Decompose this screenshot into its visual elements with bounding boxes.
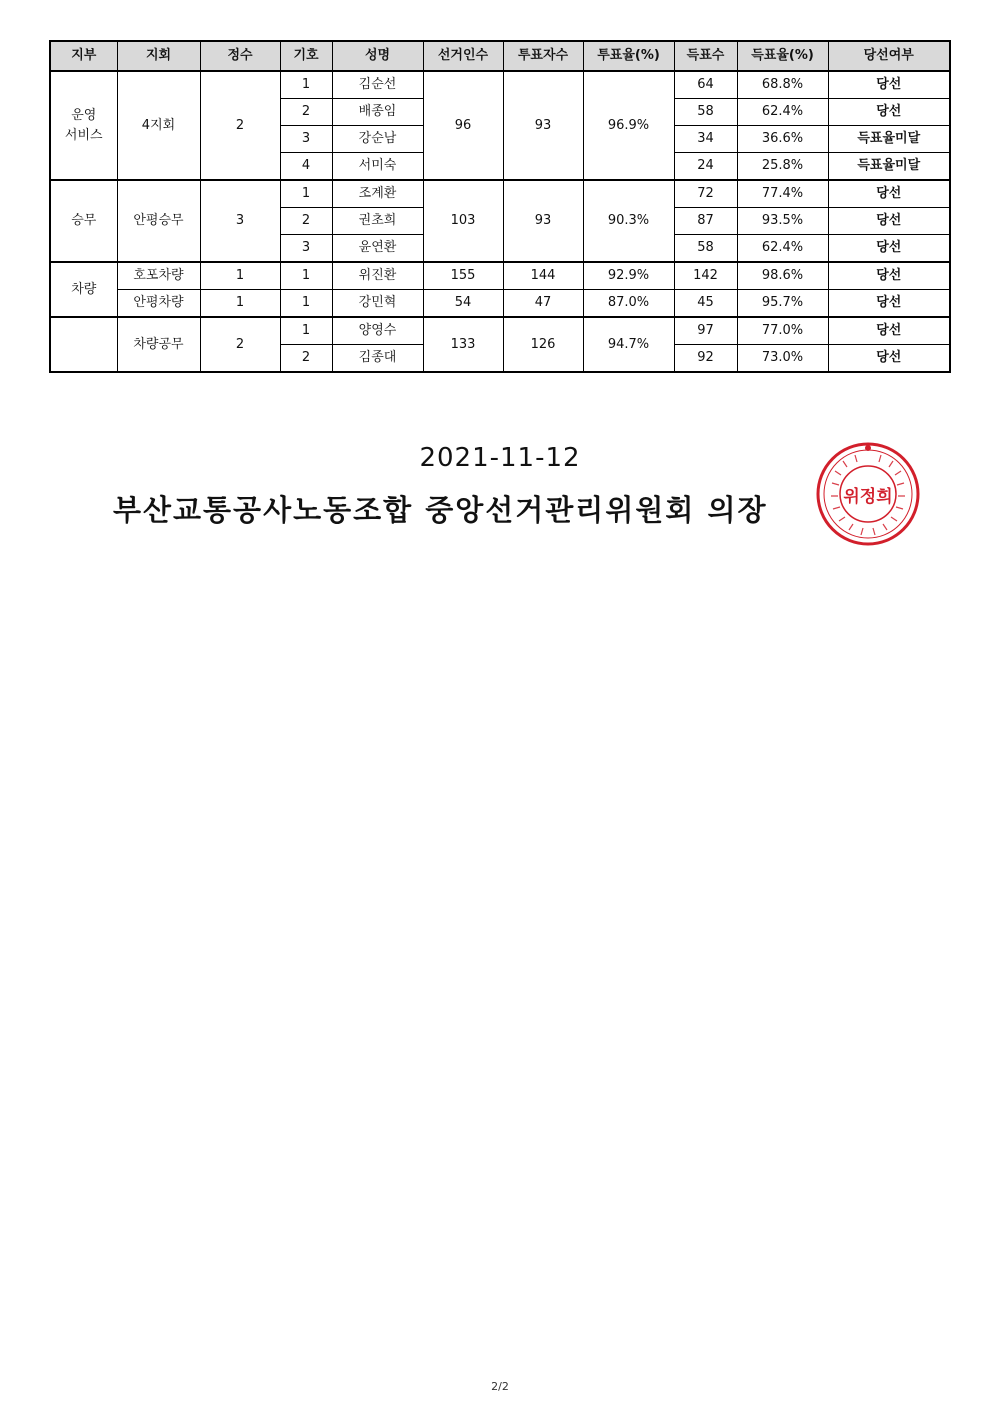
votes-cell: 58 xyxy=(674,235,737,263)
result-cell: 당선 xyxy=(828,208,950,235)
name-cell: 강민혁 xyxy=(332,290,423,318)
seal-text: 위정희 xyxy=(843,487,893,507)
seats-cell: 2 xyxy=(200,71,280,180)
vote-rate-cell: 77.4% xyxy=(737,180,828,208)
number-cell: 4 xyxy=(280,153,332,181)
vote-rate-cell: 36.6% xyxy=(737,126,828,153)
votes-cell: 45 xyxy=(674,290,737,318)
turnout-cell: 94.7% xyxy=(583,317,674,372)
votes-cell: 24 xyxy=(674,153,737,181)
name-cell: 위진환 xyxy=(332,262,423,290)
name-cell: 서미숙 xyxy=(332,153,423,181)
col-header-turnout: 투표율(%) xyxy=(583,41,674,71)
number-cell: 2 xyxy=(280,345,332,373)
votes-cell: 142 xyxy=(674,262,737,290)
electors-cell: 96 xyxy=(423,71,503,180)
vote-rate-cell: 93.5% xyxy=(737,208,828,235)
name-cell: 김종대 xyxy=(332,345,423,373)
table-header-row xyxy=(50,41,950,71)
table-row xyxy=(50,180,950,208)
electors-cell: 155 xyxy=(423,262,503,290)
number-cell: 1 xyxy=(280,262,332,290)
seats-cell: 3 xyxy=(200,180,280,262)
vote-rate-cell: 68.8% xyxy=(737,71,828,99)
number-cell: 1 xyxy=(280,180,332,208)
result-cell: 당선 xyxy=(828,235,950,263)
col-header-votes: 득표수 xyxy=(674,41,737,71)
result-cell: 득표율미달 xyxy=(828,153,950,181)
name-cell: 양영수 xyxy=(332,317,423,345)
official-seal-icon xyxy=(815,441,921,547)
votes-cell: 87 xyxy=(674,208,737,235)
voters-cell: 93 xyxy=(503,71,583,180)
branch-cell xyxy=(50,317,117,372)
col-header-chapter: 지회 xyxy=(117,41,200,71)
chapter-cell: 안평승무 xyxy=(117,180,200,262)
signature-line: 부산교통공사노동조합 중앙선거관리위원회 의장 xyxy=(113,493,768,527)
chapter-cell: 4지회 xyxy=(117,71,200,180)
voters-cell: 93 xyxy=(503,180,583,262)
voters-cell: 126 xyxy=(503,317,583,372)
result-cell: 당선 xyxy=(828,99,950,126)
table-row xyxy=(50,317,950,345)
col-header-vote-rate: 득표율(%) xyxy=(737,41,828,71)
electors-cell: 103 xyxy=(423,180,503,262)
number-cell: 2 xyxy=(280,99,332,126)
result-cell: 득표율미달 xyxy=(828,126,950,153)
col-header-result: 당선여부 xyxy=(828,41,950,71)
voters-cell: 144 xyxy=(503,262,583,290)
result-cell: 당선 xyxy=(828,180,950,208)
turnout-cell: 90.3% xyxy=(583,180,674,262)
branch-cell: 차량 xyxy=(50,262,117,317)
name-cell: 배종임 xyxy=(332,99,423,126)
result-cell: 당선 xyxy=(828,262,950,290)
seats-cell: 1 xyxy=(200,290,280,318)
votes-cell: 58 xyxy=(674,99,737,126)
document-date: 2021-11-12 xyxy=(419,443,581,473)
chapter-cell: 안평차량 xyxy=(117,290,200,318)
table-row xyxy=(50,290,950,318)
col-header-branch: 지부 xyxy=(50,41,117,71)
result-cell: 당선 xyxy=(828,290,950,318)
vote-rate-cell: 25.8% xyxy=(737,153,828,181)
result-cell: 당선 xyxy=(828,71,950,99)
result-cell: 당선 xyxy=(828,345,950,373)
name-cell: 김순선 xyxy=(332,71,423,99)
branch-cell xyxy=(50,71,117,180)
vote-rate-cell: 62.4% xyxy=(737,235,828,263)
result-cell: 당선 xyxy=(828,317,950,345)
election-results-table xyxy=(49,40,951,373)
votes-cell: 72 xyxy=(674,180,737,208)
number-cell: 3 xyxy=(280,235,332,263)
name-cell: 강순남 xyxy=(332,126,423,153)
branch-line2: 서비스 xyxy=(64,127,103,143)
vote-rate-cell: 77.0% xyxy=(737,317,828,345)
votes-cell: 97 xyxy=(674,317,737,345)
col-header-name: 성명 xyxy=(332,41,423,71)
votes-cell: 64 xyxy=(674,71,737,99)
name-cell: 조계환 xyxy=(332,180,423,208)
col-header-electors: 선거인수 xyxy=(423,41,503,71)
page-number: 2/2 xyxy=(491,1380,509,1393)
chapter-cell: 차량공무 xyxy=(117,317,200,372)
votes-cell: 34 xyxy=(674,126,737,153)
col-header-number: 기호 xyxy=(280,41,332,71)
col-header-voters: 투표자수 xyxy=(503,41,583,71)
seats-cell: 2 xyxy=(200,317,280,372)
electors-cell: 133 xyxy=(423,317,503,372)
vote-rate-cell: 73.0% xyxy=(737,345,828,373)
branch-line1: 운영 xyxy=(71,107,97,123)
name-cell: 윤연환 xyxy=(332,235,423,263)
number-cell: 2 xyxy=(280,208,332,235)
vote-rate-cell: 98.6% xyxy=(737,262,828,290)
name-cell: 권초희 xyxy=(332,208,423,235)
table-row xyxy=(50,71,950,99)
voters-cell: 47 xyxy=(503,290,583,318)
col-header-seats: 정수 xyxy=(200,41,280,71)
electors-cell: 54 xyxy=(423,290,503,318)
number-cell: 1 xyxy=(280,71,332,99)
table-row xyxy=(50,262,950,290)
branch-cell: 승무 xyxy=(50,180,117,262)
turnout-cell: 96.9% xyxy=(583,71,674,180)
turnout-cell: 87.0% xyxy=(583,290,674,318)
seats-cell: 1 xyxy=(200,262,280,290)
number-cell: 1 xyxy=(280,317,332,345)
votes-cell: 92 xyxy=(674,345,737,373)
turnout-cell: 92.9% xyxy=(583,262,674,290)
chapter-cell: 호포차량 xyxy=(117,262,200,290)
vote-rate-cell: 62.4% xyxy=(737,99,828,126)
vote-rate-cell: 95.7% xyxy=(737,290,828,318)
number-cell: 3 xyxy=(280,126,332,153)
number-cell: 1 xyxy=(280,290,332,318)
